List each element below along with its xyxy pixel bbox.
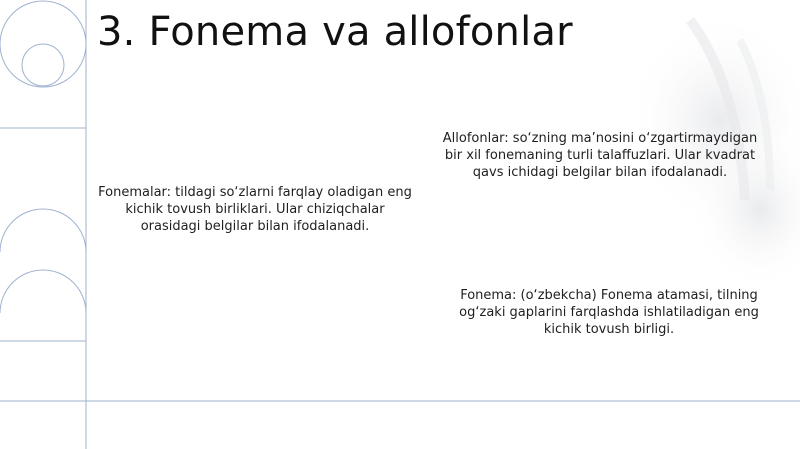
- text-block-allofonlar: Allofonlar: so‘zning ma’nosini o‘zgartirmaydigan bir xil fonemaning turli talaffuzlari. Ular kvadrat qavs ichidagi belgilar bilan ifodalanadi.: [442, 131, 758, 180]
- outline-circle-small: [22, 44, 64, 86]
- outline-arch-lower: [0, 270, 86, 449]
- text-block-fonema: Fonema: (o‘zbekcha) Fonema atamasi, tilning og‘zaki gaplarini farqlashda ishlatiladigan eng kichik tovush birligi.: [459, 288, 759, 337]
- slide-title: 3. Fonema va allofonlar: [97, 9, 573, 55]
- outline-arch-upper: [0, 209, 86, 252]
- text-block-fonemalar: Fonemalar: tildagi so‘zlarni farqlay oladigan eng kichik tovush birliklari. Ular chiziqchalar orasidagi belgilar bilan ifodalanadi.: [98, 185, 412, 234]
